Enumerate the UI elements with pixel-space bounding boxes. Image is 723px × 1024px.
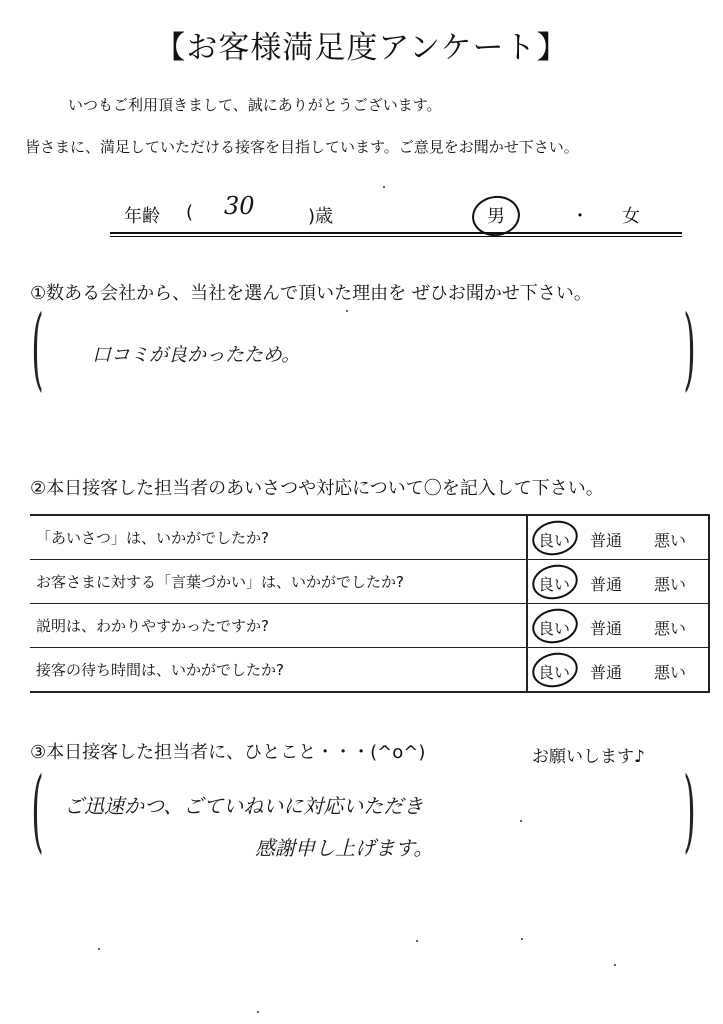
answer-3-line-2[interactable]: 感謝申し上げます。 — [255, 836, 434, 860]
scan-speck — [383, 186, 385, 188]
rating-question: お客さまに対する「言葉づかい」は、いかがでしたか? — [30, 560, 527, 604]
option-good[interactable]: 良い — [538, 575, 571, 594]
answer-3-right-bracket: ) — [683, 758, 696, 863]
option-good[interactable]: 良い — [538, 663, 571, 682]
age-label: 年齢 — [124, 206, 160, 227]
scan-speck — [257, 1011, 259, 1013]
answer-1-left-bracket: ( — [31, 296, 44, 401]
scan-speck — [416, 940, 418, 942]
answer-3-line-1[interactable]: ご迅速かつ、ごていねいに対応いただき — [64, 794, 424, 818]
scan-speck — [98, 948, 100, 950]
scan-speck — [346, 310, 348, 312]
age-gender-underline — [110, 232, 682, 234]
question-2: ②本日接客した担当者のあいさつや対応について〇を記入して下さい。 — [30, 478, 604, 499]
option-bad[interactable]: 悪い — [654, 575, 687, 594]
gender-female-option[interactable]: 女 — [622, 206, 640, 227]
rating-row — [30, 515, 709, 560]
option-normal[interactable]: 普通 — [590, 619, 623, 638]
rating-question: 説明は、わかりやすかったですか? — [30, 604, 527, 648]
option-normal[interactable]: 普通 — [590, 663, 623, 682]
option-bad[interactable]: 悪い — [654, 531, 687, 550]
intro-thanks: いつもご利用頂きまして、誠にありがとうございます。 — [68, 96, 442, 114]
option-bad[interactable]: 悪い — [654, 619, 687, 638]
option-normal[interactable]: 普通 — [590, 531, 623, 550]
option-normal[interactable]: 普通 — [590, 575, 623, 594]
intro-request: 皆さまに、満足していただける接客を目指しています。ご意見をお聞かせ下さい。 — [25, 138, 579, 156]
scan-speck — [521, 938, 523, 940]
rating-options — [527, 604, 709, 648]
age-unit: )歳 — [308, 206, 334, 227]
answer-1-right-bracket: ) — [683, 296, 696, 401]
rating-row — [30, 648, 709, 693]
rating-row — [30, 604, 709, 648]
rating-question: 「あいさつ」は、いかがでしたか? — [30, 515, 527, 560]
option-good[interactable]: 良い — [538, 531, 571, 550]
option-good[interactable]: 良い — [538, 619, 571, 638]
age-value[interactable]: 30 — [224, 192, 255, 220]
request-note: お願いします♪ — [532, 747, 645, 767]
question-3: ③本日接客した担当者に、ひとこと・・・(^o^) — [30, 742, 426, 763]
rating-question: 接客の待ち時間は、いかがでしたか? — [30, 648, 527, 693]
gender-male-option[interactable]: 男 — [487, 206, 505, 227]
answer-1-text[interactable]: 口コミが良かったため。 — [92, 344, 301, 366]
age-gender-underline-thin — [110, 236, 682, 237]
question-1: ①数ある会社から、当社を選んで頂いた理由を ぜひお聞かせ下さい。 — [30, 283, 592, 304]
age-open-paren: ( — [186, 202, 194, 223]
rating-row — [30, 560, 709, 604]
rating-options — [527, 648, 709, 693]
rating-table — [30, 514, 710, 693]
rating-options — [527, 560, 709, 604]
option-bad[interactable]: 悪い — [654, 663, 687, 682]
answer-3-left-bracket: ( — [31, 758, 44, 863]
survey-title: 【お客様満足度アンケート】 — [154, 30, 569, 66]
gender-separator: ・ — [571, 206, 589, 227]
rating-options — [527, 515, 709, 560]
scan-speck — [520, 820, 522, 822]
scan-speck — [614, 964, 616, 966]
